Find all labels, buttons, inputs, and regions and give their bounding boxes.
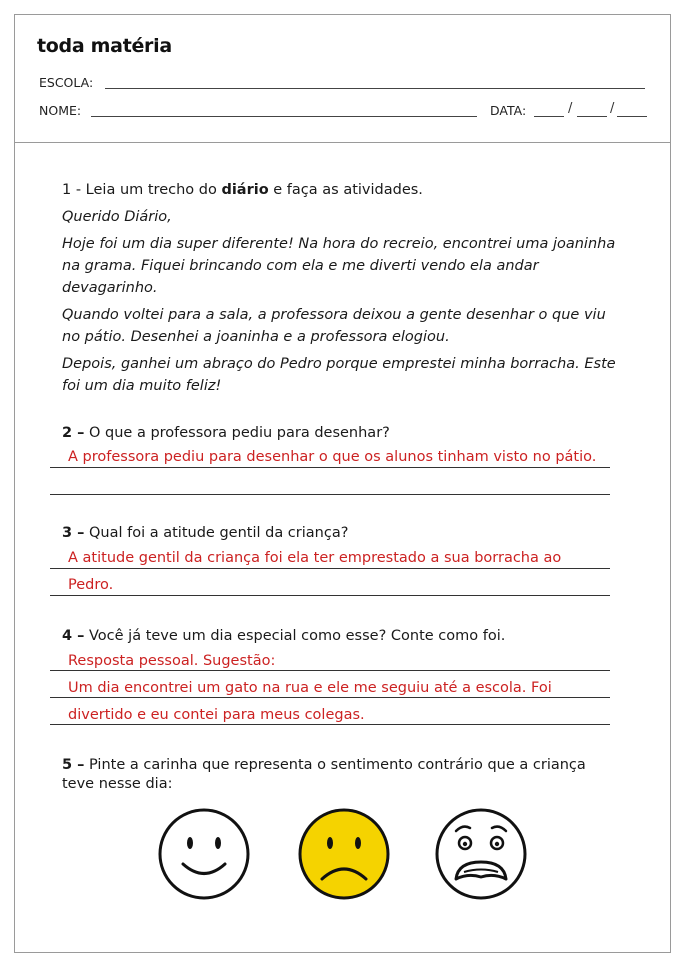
diary-line: no pátio. Desenhei a joaninha e a professora elogiou. [62, 329, 450, 345]
q2-prompt [62, 422, 390, 444]
answer-line[interactable] [50, 467, 610, 468]
q3-answer: A atitude gentil da criança foi ela ter emprestado a sua borracha ao [68, 550, 562, 566]
q4-answer: Um dia encontrei um gato na rua e ele me seguiu até a escola. Foi [68, 680, 552, 696]
q4-answer: divertido e eu contei para meus colegas. [68, 707, 365, 723]
sad-face-icon[interactable] [297, 807, 391, 901]
school-field[interactable] [105, 88, 645, 89]
q2-answer: A professora pediu para desenhar o que os alunos tinham visto no pátio. [68, 449, 597, 465]
diary-line: Quando voltei para a sala, a professora deixou a gente desenhar o que viu [62, 307, 606, 323]
date-year-field[interactable] [617, 116, 647, 117]
q1-prompt-end: e faça as atividades. [268, 182, 423, 198]
answer-line[interactable] [50, 670, 610, 671]
header [15, 15, 670, 143]
happy-face-icon[interactable] [157, 807, 251, 901]
answer-line[interactable] [50, 494, 610, 495]
diary-line: Depois, ganhei um abraço do Pedro porque emprestei minha borracha. Este [62, 356, 616, 372]
date-month-field[interactable] [577, 116, 607, 117]
date-separator: / [568, 101, 573, 116]
q5-number: 5 – [62, 757, 85, 773]
q3-number: 3 – [62, 525, 85, 541]
name-field[interactable] [91, 116, 477, 117]
answer-line[interactable] [50, 724, 610, 725]
q5-prompt-cont: teve nesse dia: [62, 776, 173, 792]
q1-prompt [62, 179, 423, 201]
q3-answer: Pedro. [68, 577, 114, 593]
q4-text: Você já teve um dia especial como esse? Conte como foi. [84, 628, 506, 644]
name-label: NOME: [39, 103, 82, 118]
q4-answer: Resposta pessoal. Sugestão: [68, 653, 276, 669]
diary-line: na grama. Fiquei brincando com ela e me diverti vendo ela andar [62, 258, 539, 274]
answer-line[interactable] [50, 697, 610, 698]
q3-prompt [62, 522, 348, 544]
date-day-field[interactable] [534, 116, 564, 117]
brand-logo: toda matéria [37, 35, 172, 57]
q5-text: Pinte a carinha que representa o sentimento contrário que a criança [84, 757, 586, 773]
q1-prompt-text: 1 - Leia um trecho do [62, 182, 222, 198]
q2-text: O que a professora pediu para desenhar? [84, 425, 390, 441]
answer-line[interactable] [50, 595, 610, 596]
q4-number: 4 – [62, 628, 85, 644]
q3-text: Qual foi a atitude gentil da criança? [84, 525, 349, 541]
q2-number: 2 – [62, 425, 85, 441]
diary-greeting: Querido Diário, [62, 209, 172, 225]
diary-line: Hoje foi um dia super diferente! Na hora do recreio, encontrei uma joaninha [62, 236, 616, 252]
date-separator: / [610, 101, 615, 116]
diary-line: devagarinho. [62, 280, 158, 296]
diary-line: foi um dia muito feliz! [62, 378, 222, 394]
q1-prompt-bold: diário [221, 182, 269, 198]
date-label: DATA: [490, 103, 527, 118]
answer-line[interactable] [50, 568, 610, 569]
q4-prompt [62, 625, 505, 647]
school-label: ESCOLA: [39, 75, 94, 90]
scared-face-icon[interactable] [434, 807, 528, 901]
